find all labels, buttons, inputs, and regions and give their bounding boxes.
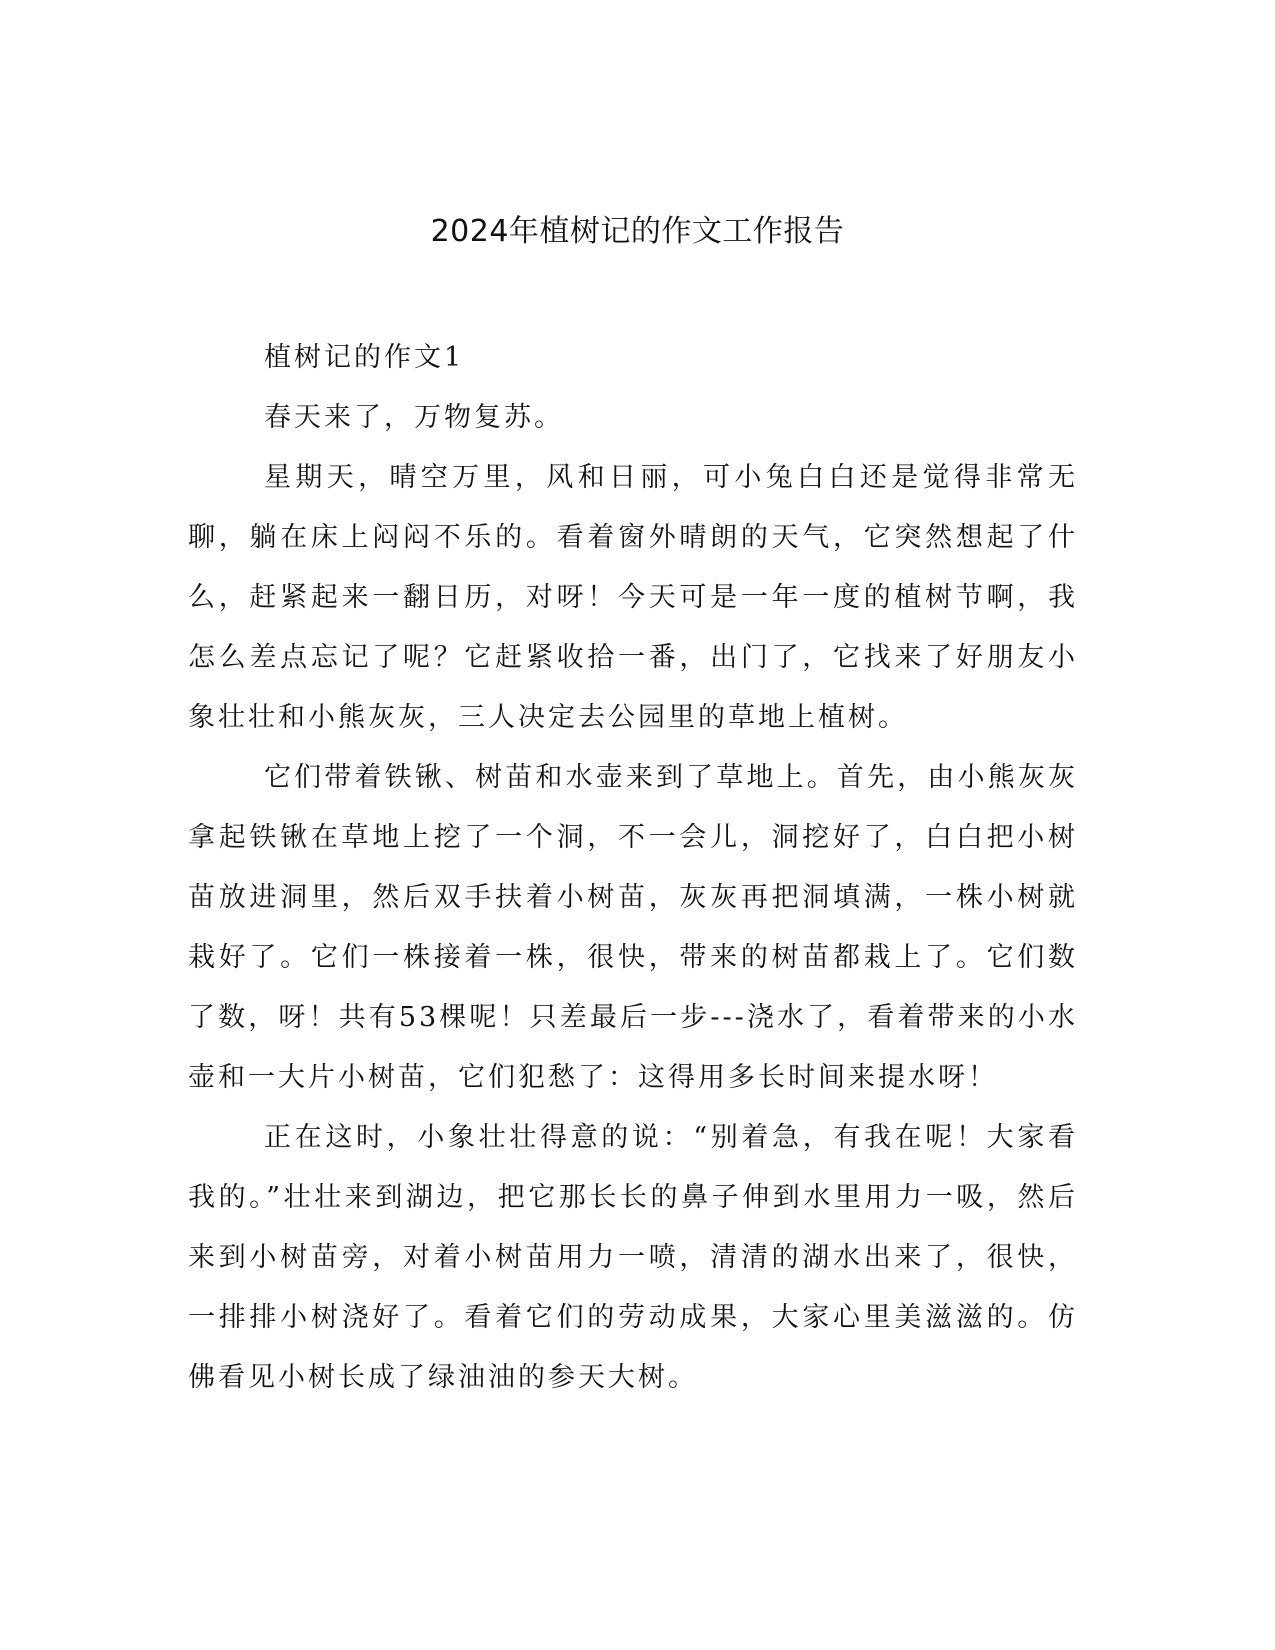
paragraph: 它们带着铁锹、树苗和水壶来到了草地上。首先，由小熊灰灰拿起铁锹在草地上挖了一个洞，不一会儿，洞挖好了，白白把小树苗放进洞里，然后双手扶着小树苗，灰灰再把洞填满，一株小树就栽好了。它们一株接着一株，很快，带来的树苗都栽上了。它们数了数，呀！共有53棵呢！只差最后一步---浇水了，看着带来的小水壶和一大片小树苗，它们犯愁了：这得用多长时间来提水呀！ [188,762,1078,1093]
paragraph: 星期天，晴空万里，风和日丽，可小兔白白还是觉得非常无聊，躺在床上闷闷不乐的。看着窗外晴朗的天气，它突然想起了什么，赶紧起来一翻日历，对呀！今天可是一年一度的植树节啊，我怎么差点忘记了呢？它赶紧收拾一番，出门了，它找来了好朋友小象壮壮和小熊灰灰，三人决定去公园里的草地上植树。 [188,462,1078,733]
document-title: 2024年植树记的作文工作报告 [430,214,845,249]
document-body [188,328,1078,1408]
paragraph: 正在这时，小象壮壮得意的说：“别着急，有我在呢！大家看我的。”壮壮来到湖边，把它那长长的鼻子伸到水里用力一吸，然后来到小树苗旁，对着小树苗用力一喷，清清的湖水出来了，很快，一排排小树浇好了。看着它们的劳动成果，大家心里美滋滋的。仿佛看见小树长成了绿油油的参天大树。 [188,1122,1078,1393]
section-heading: 植树记的作文1 [264,342,465,373]
paragraph: 春天来了，万物复苏。 [264,402,564,433]
